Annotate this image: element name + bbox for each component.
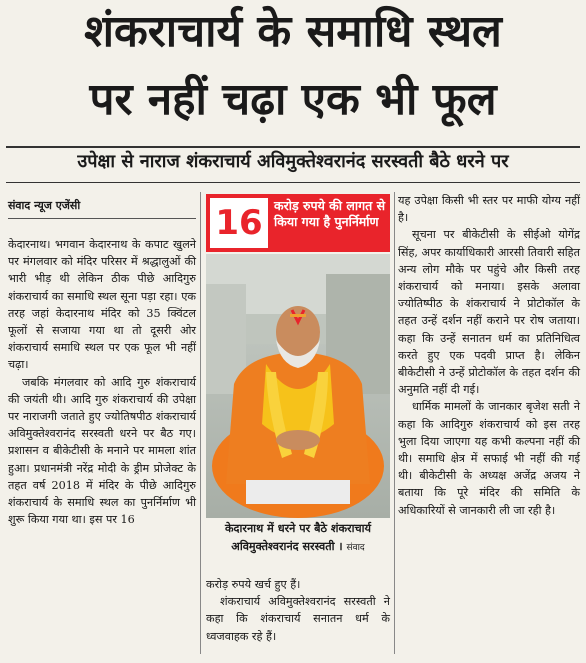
photo-caption-credit: संवाद [346, 543, 365, 553]
article-column-2 [206, 576, 390, 645]
fact-box-text: करोड़ रुपये की लागत से किया गया है पुनर्निर्माण [274, 198, 386, 229]
article-column-1 [8, 236, 196, 528]
column-divider [200, 192, 201, 654]
column-divider [394, 192, 395, 654]
byline: संवाद न्यूज एजेंसी [8, 199, 81, 212]
subheadline: उपेक्षा से नाराज शंकराचार्य अविमुक्तेश्वरानंद सरस्वती बैठे धरने पर [77, 151, 509, 172]
article-paragraph: यह उपेक्षा किसी भी स्तर पर माफी योग्य नहीं है। [398, 194, 580, 225]
headline-line-1: शंकराचार्य के समाधि स्थल [84, 6, 502, 57]
subheadline-divider [6, 182, 580, 183]
photo-caption-text: केदारनाथ में धरने पर बैठे शंकराचार्य अविमुक्तेश्वरानंद सरस्वती । [224, 522, 372, 553]
article-column-3 [398, 192, 580, 519]
article-paragraph: सूचना पर बीकेटीसी के सीईओ योगेंद्र सिंह, अपर कार्याधिकारी आरसी तिवारी सहित अन्य लोग मौके पर पहुंचे और किसी तरह शंकराचार्य को मनाया। इसके अलावा ज्योतिष्पीठ के शंकराचार्य ने प्रोटोकॉल के तहत उन्हें दर्शन नहीं कराने पर रोष जताया। कहा कि उन्हें सनातन धर्म का प्रतिनिधित्व करते हुए एक पदवी प्राप्त है। लेकिन बीकेटीसी ने उन्हें प्रोटोकॉल के तहत दर्शन की अनुमति नहीं दी गई। [398, 228, 580, 397]
headline-line-2: पर नहीं चढ़ा एक भी फूल [89, 74, 497, 125]
photo-caption [206, 520, 390, 570]
shankaracharya-photo-illustration [206, 254, 390, 518]
shankaracharya-photo [206, 254, 390, 518]
article-paragraph: जबकि मंगलवार को आदि गुरु शंकराचार्य की जयंती थी। आदि गुरु शंकराचार्य की उपेक्षा पर नाराजगी जताते हुए ज्योतिषपीठ शंकराचार्य अविमुक्तेश्वरानंद सरस्वती धरने पर बैठ गए। प्रशासन व बीकेटीसी के मनाने पर मामला शांत हुआ। प्रधानमंत्री नरेंद्र मोदी के ड्रीम प्रोजेक्ट के तहत वर्ष 2018 में मंदिर के पीछे आदिगुरु शंकराचार्य के समाधि स्थल का पुनर्निर्माण भी शुरू किया गया था। इस पर 16 [8, 375, 196, 527]
article-paragraph: केदारनाथ। भगवान केदारनाथ के कपाट खुलने पर मंगलवार को मंदिर परिसर में श्रद्धालुओं की भारी भीड़ थी लेकिन ठीक पीछे आदिगुरु शंकराचार्य का समाधि स्थल सूना पड़ा रहा। एक तरह जहां केदारनाथ मंदिर को 35 क्विंटल फूलों से सजाया गया था तो दूसरी ओर शंकराचार्य समाधि स्थल पर एक फूल भी नहीं चढ़ा। [8, 238, 196, 372]
article-paragraph: करोड़ रुपये खर्च हुए हैं। [206, 578, 301, 591]
article-paragraph: धार्मिक मामलों के जानकार बृजेश सती ने कहा कि आदिगुरु शंकराचार्य को इस तरह भुला दिया जाएगा यह कभी कल्पना नहीं की थी। समाधि क्षेत्र में सफाई भी नहीं की गई थी। बीकेटीसी के अध्यक्ष अजेंद्र अजय ने बताया कि पूरे मंदिर की समिति के अधिकारियों से जानकारी ली जा रही है। [398, 400, 580, 517]
fact-box-number: 16 [210, 198, 268, 248]
byline-divider [8, 218, 196, 219]
article-paragraph: शंकराचार्य अविमुक्तेश्वरानंद सरस्वती ने कहा कि शंकराचार्य सनातन धर्म के ध्वजवाहक रहे हैं। [206, 595, 390, 643]
fact-box [206, 194, 390, 252]
